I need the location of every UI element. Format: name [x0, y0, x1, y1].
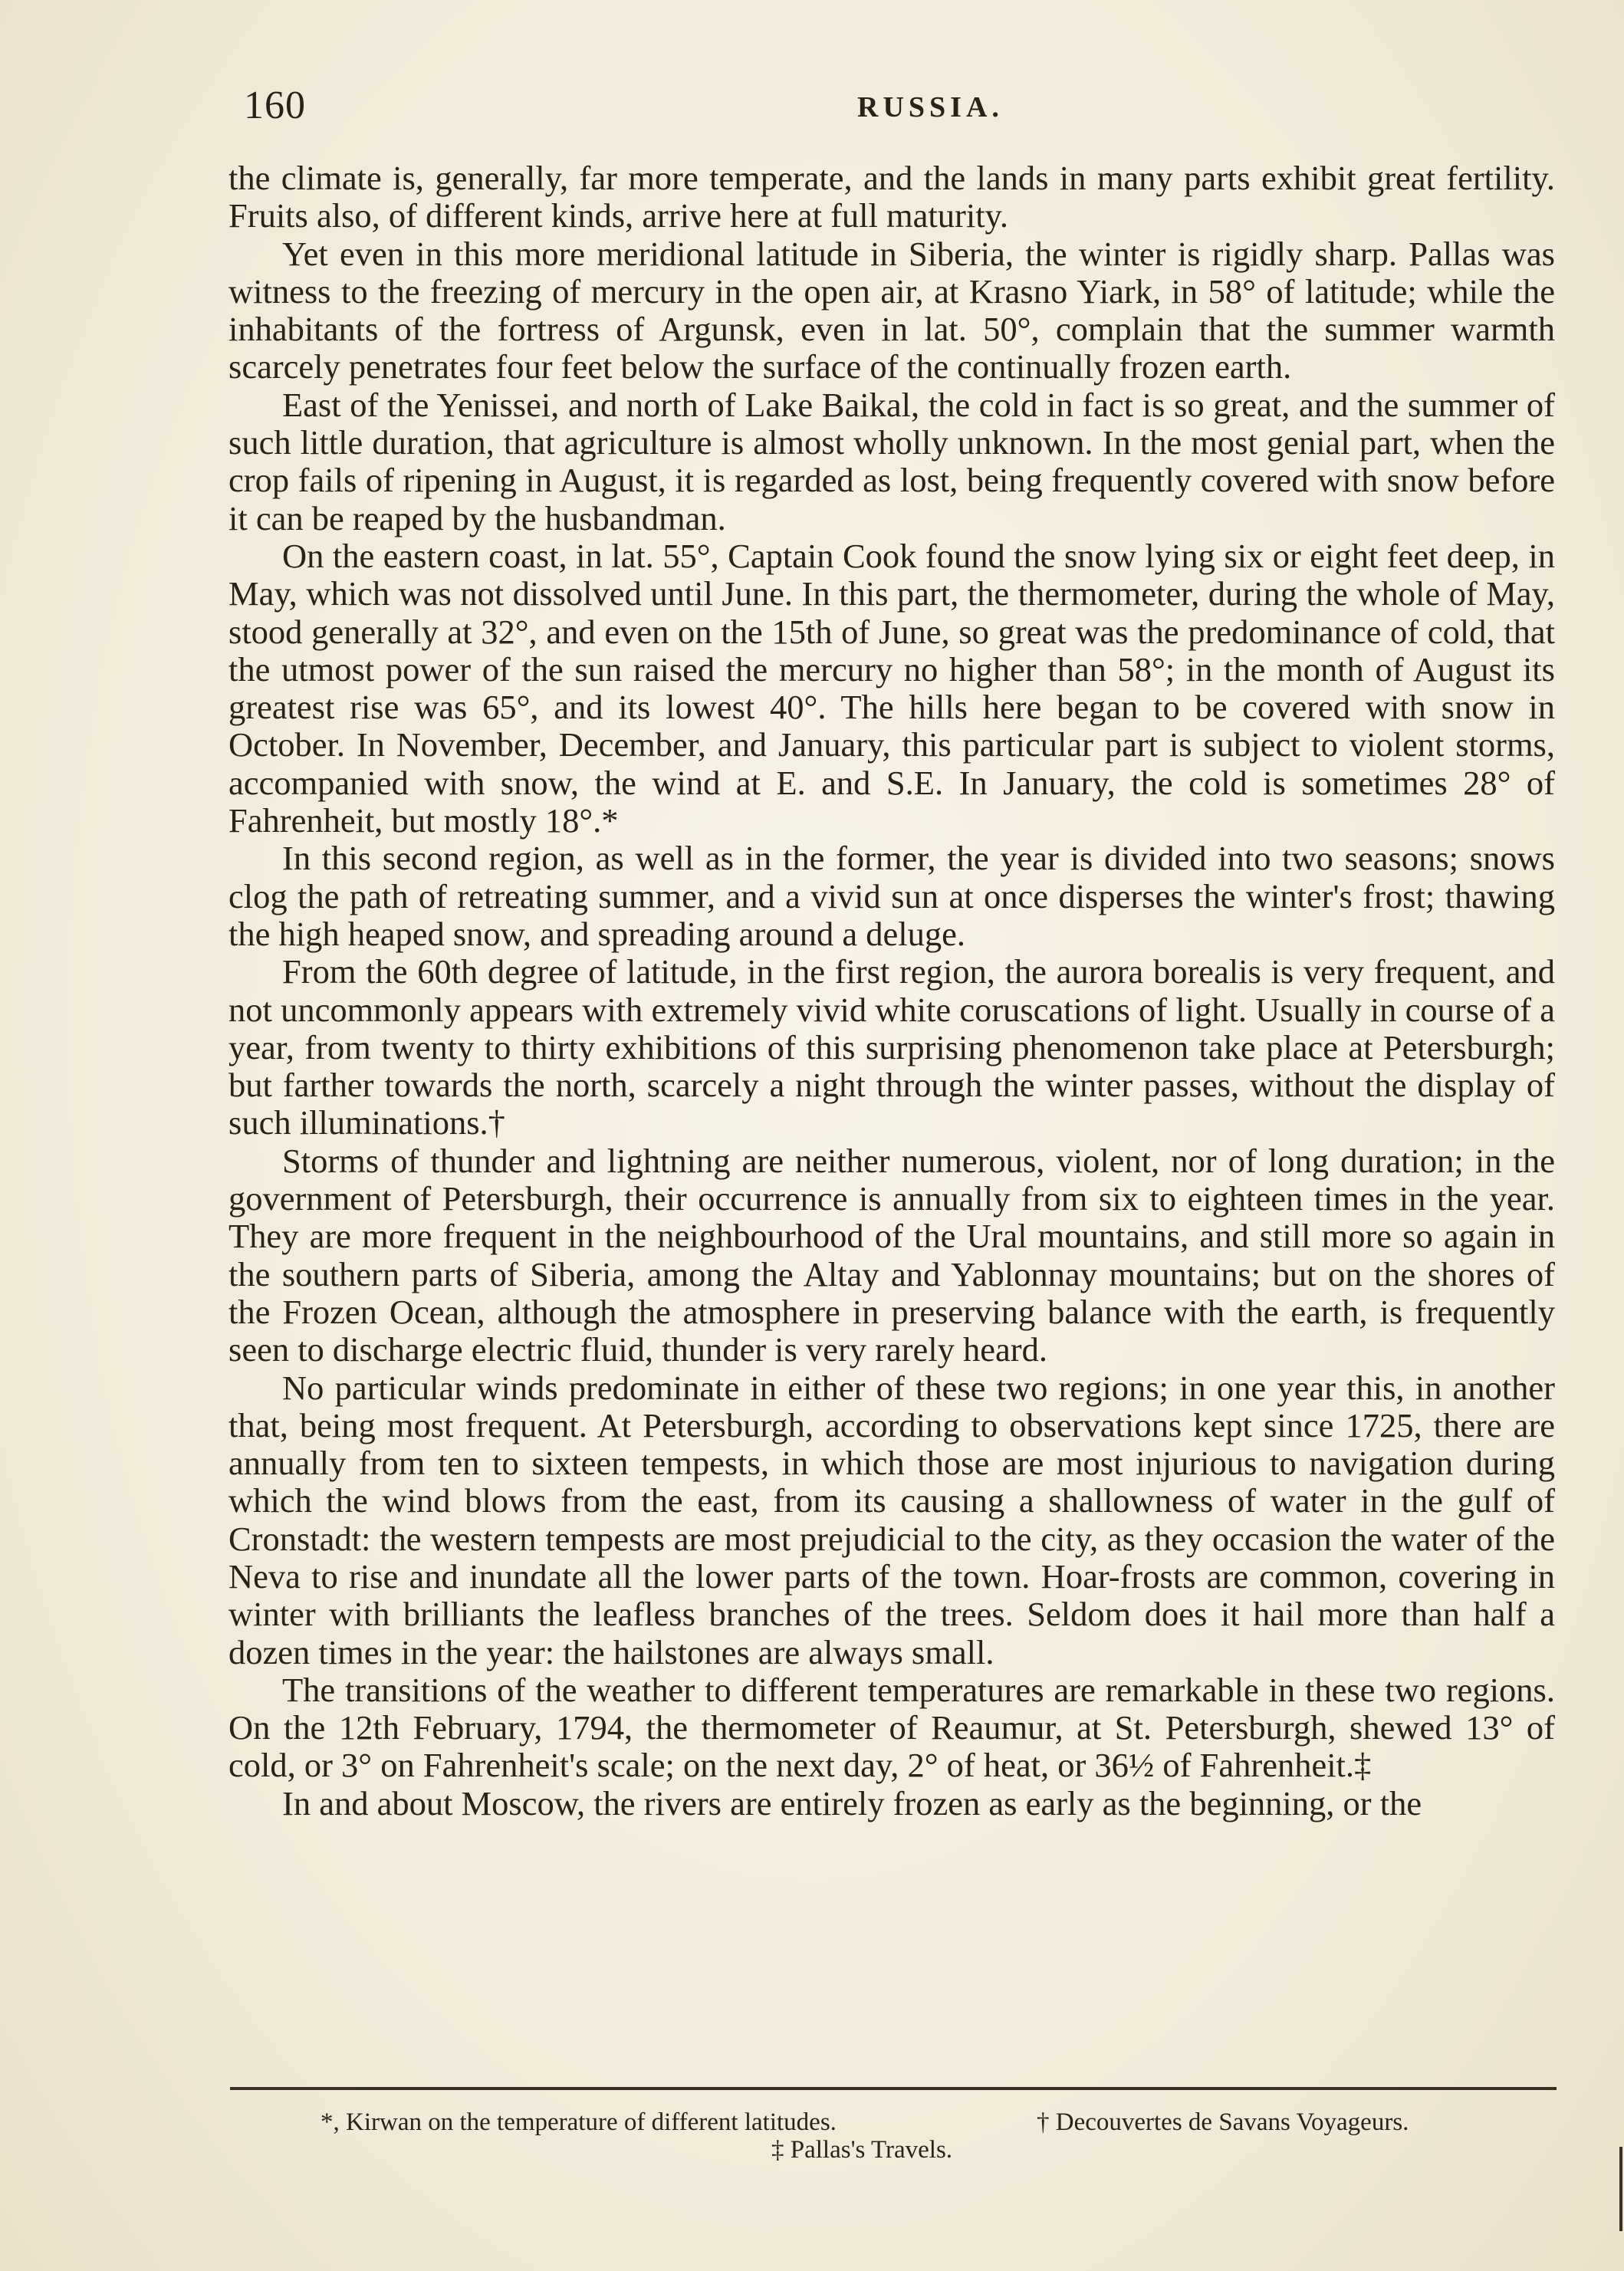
paragraph-winds: No particular winds predominate in either of these two regions; in one year this, in another that, being most frequent. At Petersburgh, according to observations kept since 1725, there are annually from ten to sixteen tempests, in which those are most injurious to navigation during which the wind blows from the east, from its causing a shallowness of water in the gulf of Cronstadt: the western tempests are most prejudicial to the city, as they occasion the water of the Neva to rise and inundate all the lower parts of the town. Hoar-frosts are common, covering in winter with brilliants the leafless branches of the trees. Seldom does it hail more than half a dozen times in the year: the hailstones are always small. — [228, 1368, 1555, 1671]
paragraph-yenissei: East of the Yenissei, and north of Lake Baikal, the cold in fact is so great, and the summer of such little duration, that agriculture is almost wholly unknown. In the most genial part, when the crop fails of ripening in August, it is regarded as lost, being frequently covered with snow before it can be reaped by the husbandman. — [228, 385, 1555, 537]
page-header — [244, 83, 1563, 129]
paragraph-thunder-storms: Storms of thunder and lightning are neither numerous, violent, nor of long duration; in the government of Petersburgh, their occurrence is annually from six to eighteen times in the year. They are more frequent in the neighbourhood of the Ural mountains, and still more so again in the southern parts of Siberia, among the Altay and Yablonnay mountains; but on the shores of the Frozen Ocean, although the atmosphere in preserving balance with the earth, is frequently seen to discharge electric fluid, thunder is very rarely heard. — [228, 1141, 1555, 1369]
paragraph-moscow-rivers: In and about Moscow, the rivers are entirely frozen as early as the beginning, or the — [282, 1783, 1422, 1822]
page-number: 160 — [244, 84, 306, 127]
running-head: RUSSIA. — [857, 91, 1004, 123]
paragraph-eastern-coast: On the eastern coast, in lat. 55°, Captain Cook found the snow lying six or eight feet deep, in May, which was not dissolved until June. In this part, the thermometer, during the whole of May, stood generally at 32°, and even on the 15th of June, so great was the predominance of cold, that the utmost power of the sun raised the mercury no higher than 58°; in the month of August its greatest rise was 65°, and its lowest 40°. The hills here began to be covered with snow in October. In November, December, and January, this particular part is subject to violent storms, accompanied with snow, the wind at E. and S.E. In January, the cold is sometimes 28° of Fahrenheit, but mostly 18°.* — [228, 536, 1555, 840]
footnote-kirwan: *, Kirwan on the temperature of different latitudes. — [321, 2108, 837, 2136]
paragraph-siberian-winter: Yet even in this more meridional latitude in Siberia, the winter is rigidly sharp. Pallas was witness to the freezing of mercury in the open air, at Krasno Yiark, in 58° of latitude; while the inhabitants of the fortress of Argunsk, even in lat. 50°, complain that the summer warmth scarcely penetrates four feet below the surface of the continually frozen earth. — [228, 234, 1555, 386]
footnote-decouvertes: † Decouvertes de Savans Voyageurs. — [1037, 2108, 1409, 2136]
paragraph-climate-continued: the climate is, generally, far more temperate, and the lands in many parts exhibit great fertility. Fruits also, of different kinds, arrive here at full maturity. — [228, 159, 1555, 235]
page-edge-mark — [1619, 2147, 1622, 2231]
footnote-divider — [230, 2087, 1557, 2090]
footnote-pallas: ‡ Pallas's Travels. — [771, 2136, 953, 2164]
paragraph-second-region: In this second region, as well as in the former, the year is divided into two seasons; snows clog the path of retreating summer, and a vivid sun at once disperses the winter's frost; thawing the high heaped snow, and spreading around a deluge. — [228, 839, 1555, 953]
paragraph-aurora-borealis: From the 60th degree of latitude, in the first region, the aurora borealis is very frequent, and not uncommonly appears with extremely vivid white coruscations of light. Usually in course of a year, from twenty to thirty exhibitions of this surprising phenomenon take place at Petersburgh; but farther towards the north, scarcely a night through the winter passes, without the display of such illuminations.† — [228, 952, 1555, 1142]
paragraph-temperature-transitions: The transitions of the weather to different temperatures are remarkable in these two regions. On the 12th February, 1794, the thermometer of Reaumur, at St. Petersburgh, shewed 13° of cold, or 3° on Fahrenheit's scale; on the next day, 2° of heat, or 36½ of Fahrenheit.‡ — [228, 1670, 1555, 1785]
body-text — [228, 159, 1555, 1822]
